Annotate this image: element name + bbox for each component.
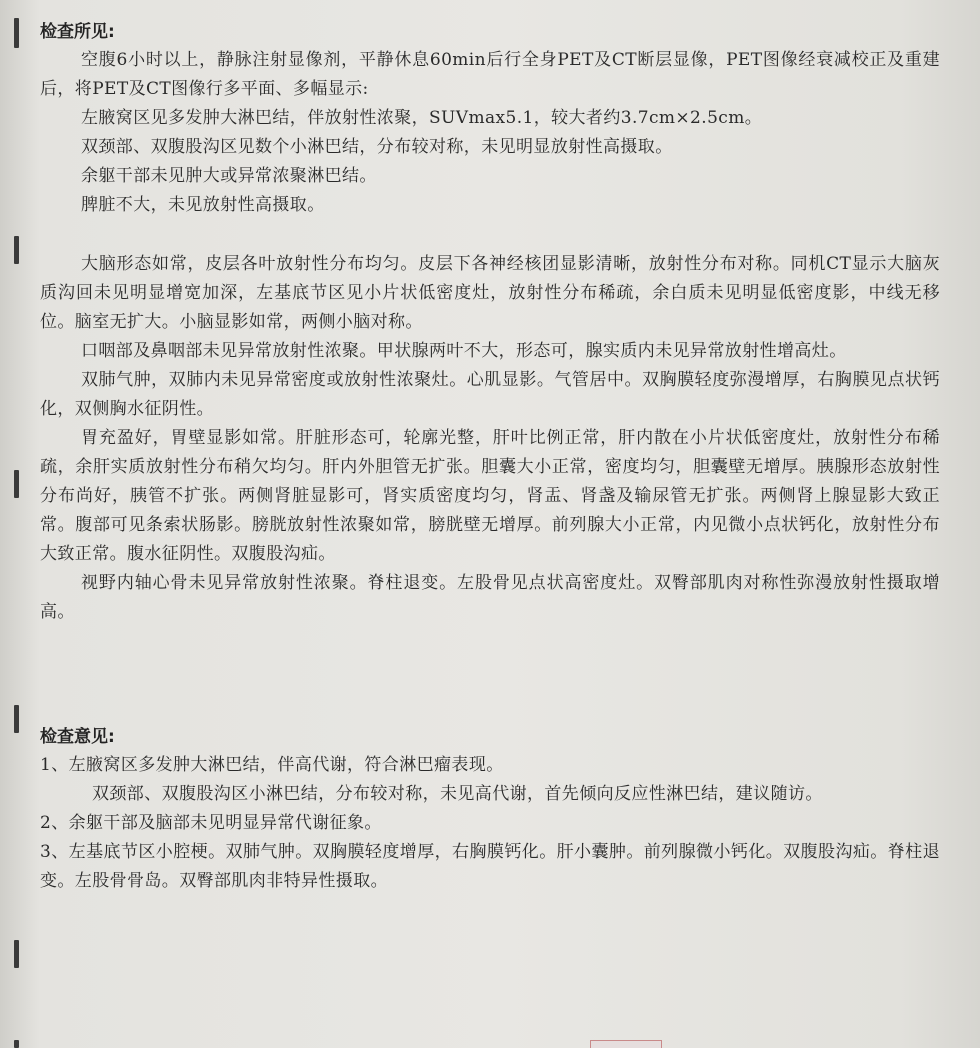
opinion-heading: 检查意见: — [40, 727, 115, 747]
throat-paragraph: 口咽部及鼻咽部未见异常放射性浓聚。甲状腺两叶不大，形态可，腺实质内未见异常放射性增高灶。 — [81, 341, 847, 361]
binding-mark — [14, 940, 19, 968]
opinion-item-1-sub: 双颈部、双腹股沟区小淋巴结，分布较对称，未见高代谢，首先倾向反应性淋巴结，建议随访。 — [92, 784, 823, 804]
page-tab — [590, 1040, 662, 1048]
abdomen-paragraph: 胃充盈好，胃壁显影如常。肝脏形态可，轮廓光整，肝叶比例正常，肝内散在小片状低密度灶，放射性分布稀疏，余肝实质放射性分布稍欠均匀。肝内外胆管无扩张。胆囊大小正常，密度均匀，胆囊壁无增厚。胰腺形态放射性分布尚好，胰管不扩张。两侧肾脏显影可，肾实质密度均匀，肾盂、肾盏及输尿管无扩张。两侧肾上腺显影大致正常。腹部可见条索状肠影。膀胱放射性浓聚如常，膀胱壁无增厚。前列腺大小正常，内见微小点状钙化，放射性分布大致正常。腹水征阴性。双腹股沟疝。 — [40, 428, 940, 564]
bone-paragraph: 视野内轴心骨未见异常放射性浓聚。脊柱退变。左股骨见点状高密度灶。双臀部肌肉对称性弥漫放射性摄取增高。 — [40, 573, 940, 622]
lymph-line: 双颈部、双腹股沟区见数个小淋巴结，分布较对称，未见明显放射性高摄取。 — [81, 137, 673, 157]
opinion-item-3: 3、左基底节区小腔梗。双肺气肿。双胸膜轻度增厚，右胸膜钙化。肝小囊肿。前列腺微小钙化。双腹股沟疝。脊柱退变。左股骨骨岛。双臀部肌肉非特异性摄取。 — [40, 842, 940, 891]
lymph-line: 左腋窝区见多发肿大淋巴结，伴放射性浓聚，SUVmax5.1，较大者约3.7cm×2.5cm。 — [81, 108, 763, 128]
brain-paragraph: 大脑形态如常，皮层各叶放射性分布均匀。皮层下各神经核团显影清晰，放射性分布对称。同机CT显示大脑灰质沟回未见明显增宽加深，左基底节区见小片状低密度灶，放射性分布稀疏，余白质未见明显低密度影，中线无移位。脑室无扩大。小脑显影如常，两侧小脑对称。 — [40, 254, 940, 332]
findings-heading: 检查所见: — [40, 22, 115, 42]
binding-mark — [14, 470, 19, 498]
findings-section — [40, 18, 940, 627]
lymph-line: 脾脏不大，未见放射性高摄取。 — [81, 195, 325, 215]
opinion-item-1: 1、左腋窝区多发肿大淋巴结，伴高代谢，符合淋巴瘤表现。 — [40, 755, 504, 775]
binding-mark — [14, 236, 19, 264]
findings-intro: 空腹6小时以上，静脉注射显像剂，平静休息60min后行全身PET及CT断层显像，PET图像经衰减校正及重建后，将PET及CT图像行多平面、多幅显示: — [40, 50, 940, 99]
report-content — [40, 18, 940, 896]
lung-paragraph: 双肺气肿，双肺内未见异常密度或放射性浓聚灶。心肌显影。气管居中。双胸膜轻度弥漫增厚，右胸膜见点状钙化，双侧胸水征阴性。 — [40, 370, 940, 419]
binding-mark — [14, 18, 19, 48]
lymph-line: 余躯干部未见肿大或异常浓聚淋巴结。 — [81, 166, 377, 186]
opinion-item-2: 2、余躯干部及脑部未见明显异常代谢征象。 — [40, 813, 382, 833]
binding-mark — [14, 1040, 19, 1048]
opinion-section — [40, 723, 940, 896]
binding-mark — [14, 705, 19, 733]
